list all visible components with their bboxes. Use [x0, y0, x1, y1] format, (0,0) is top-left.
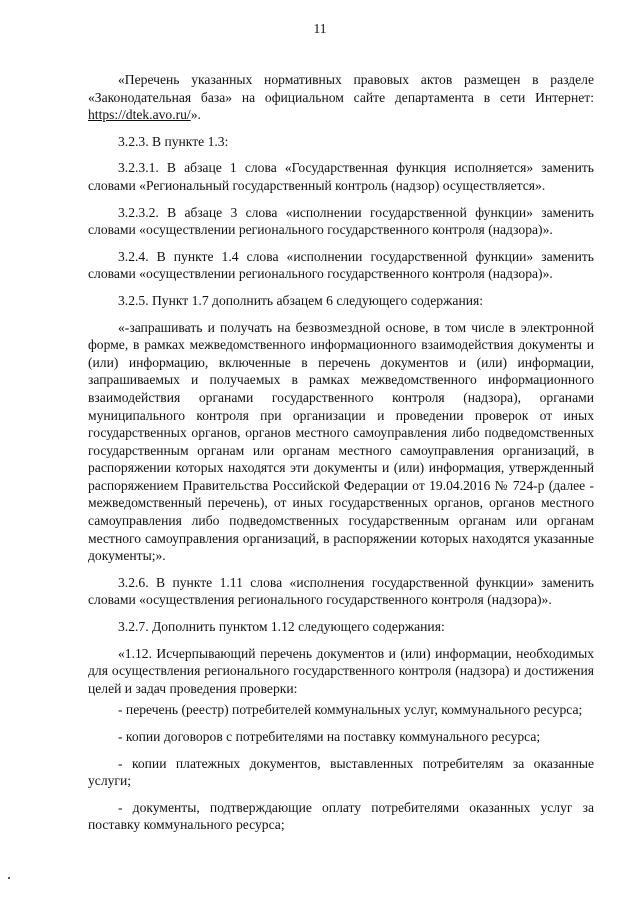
scan-speck	[8, 877, 10, 879]
paragraph-1-12: «1.12. Исчерпывающий перечень документов и (или) информации, необходимых для осуществления регионального государственного контроля (надзора) и достижения целей и задач проведения проверки:	[88, 645, 594, 696]
page-number: 11	[313, 21, 327, 36]
website-link[interactable]: https://dtek.avo.ru/	[88, 107, 191, 123]
paragraph-3-2-3: 3.2.3. В пункте 1.3:	[118, 133, 229, 149]
document-body	[88, 71, 594, 834]
paragraph-3-2-5: 3.2.5. Пункт 1.7 дополнить абзацем 6 следующего содержания:	[118, 292, 484, 308]
paragraph-3-2-3-1: 3.2.3.1. В абзаце 1 слова «Государственная функция исполняется» заменить словами «Региональный государственный контроль (надзор) осуществляется».	[88, 160, 594, 193]
paragraph-3-2-7: 3.2.7. Дополнить пунктом 1.12 следующего содержания:	[118, 619, 445, 635]
paragraph-text-end: ».	[190, 107, 201, 123]
paragraph-text: «Перечень указанных нормативных правовых актов размещен в разделе «Законодательная база» на официальном сайте департамента в сети Интернет:	[88, 72, 594, 105]
paragraph-3-2-3-2: 3.2.3.2. В абзаце 3 слова «исполнении государственной функции» заменить словами «осуществлении регионального государственного контроля (надзора)».	[88, 204, 594, 238]
paragraph-quoted-addition: «-запрашивать и получать на безвозмездной основе, в том числе в электронной форме, в рамках межведомственного информационного взаимодействия документы и (или) информацию, включенные в перечень документов и (или) информации, запрашиваемых и получаемых в рамках межведомственного информационного взаимодействия органами государственного контроля (надзора), органами муниципального контроля при организации и проведении проверок от иных государственных органов, органов местного самоуправления либо подведомственных государственным органам или органам местного самоуправления организаций, в распоряжении которых находятся эти документы и (или) информация, утвержденный распоряжением Правительства Российской Федерации от 19.04.2016 № 724-р (далее - межведомственный перечень), от иных государственных органов, органов местного самоуправления либо подведомственных государственным органам или органам местного самоуправления организаций, в распоряжении которых находятся указанные документы;».	[88, 319, 594, 564]
list-item-payment-documents: - копии платежных документов, выставленных потребителям за оказанные услуги;	[88, 755, 594, 789]
list-item-payment-confirmation: - документы, подтверждающие оплату потребителями оказанных услуг за поставку коммунального ресурса;	[88, 799, 594, 833]
paragraph-regulatory-acts	[88, 71, 594, 124]
list-item-contract-copies: - копии договоров с потребителями на поставку коммунального ресурса;	[118, 729, 541, 744]
list-item-consumer-registry: - перечень (реестр) потребителей коммунальных услуг, коммунального ресурса;	[118, 702, 583, 718]
paragraph-3-2-6: 3.2.6. В пункте 1.11 слова «исполнения государственной функции» заменить словами «осуществления регионального государственного контроля (надзора)».	[88, 574, 594, 608]
paragraph-3-2-4: 3.2.4. В пункте 1.4 слова «исполнении государственной функции» заменить словами «осуществлении регионального государственного контроля (надзора)».	[88, 248, 594, 282]
